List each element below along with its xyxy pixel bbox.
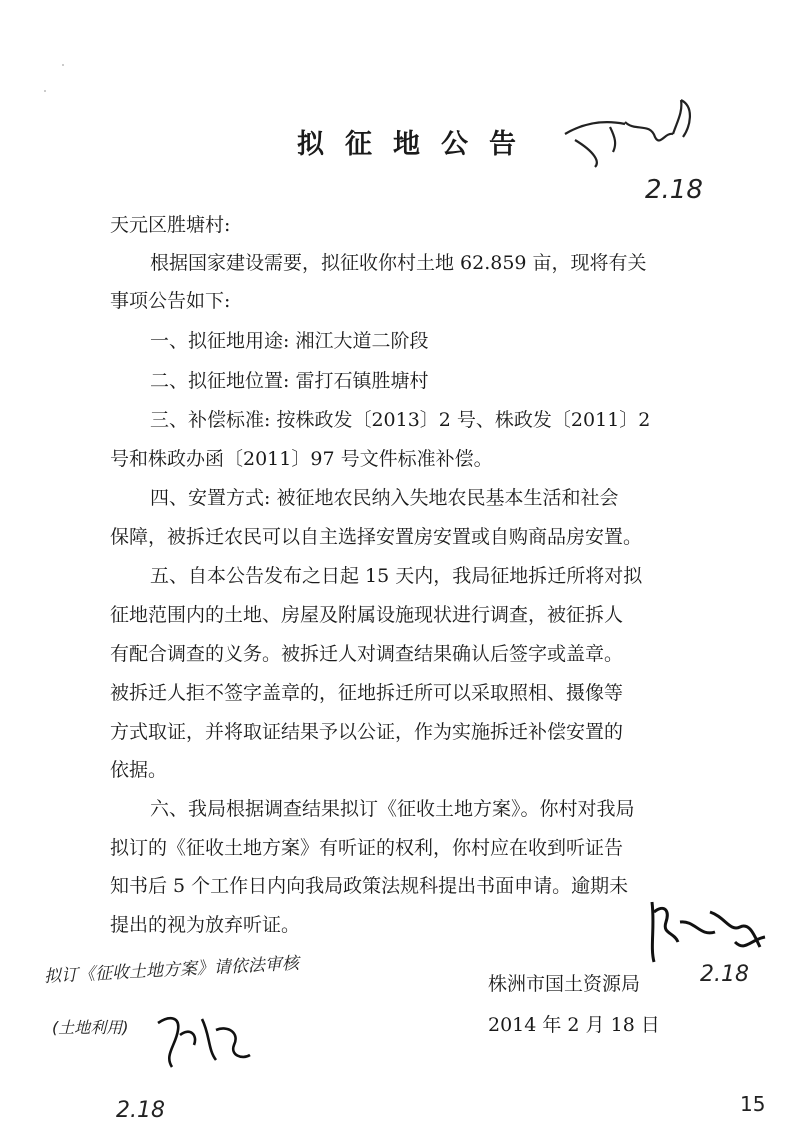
handwritten-note: 拟订《征收土地方案》请依法审核: [43, 953, 300, 987]
signature-left: [150, 1005, 260, 1075]
paragraph-line: 有配合调查的义务。被拆迁人对调查结果确认后签字或盖章。: [110, 643, 624, 665]
paragraph-line: 方式取证，并将取证结果予以公证，作为实施拆迁补偿安置的: [110, 721, 624, 743]
paragraph-line: 二、拟征地位置: 雷打石镇胜塘村: [150, 370, 429, 392]
paragraph-line: 六、我局根据调查结果拟订《征收土地方案》。你村对我局: [150, 798, 635, 820]
paragraph-line: 拟订的《征收土地方案》有听证的权利，你村应在收到听证告: [110, 837, 624, 859]
issuer: 株洲市国土资源局: [488, 973, 641, 995]
signature-date-top: 2.18: [645, 175, 703, 205]
signature-top: [555, 92, 705, 172]
paragraph-line: 依据。: [110, 759, 168, 781]
paragraph-line: 四、安置方式: 被征地农民纳入失地农民基本生活和社会: [150, 487, 619, 509]
paragraph-line: 一、拟征地用途: 湘江大道二阶段: [150, 330, 429, 352]
paragraph-line: 号和株政办函〔2011〕97 号文件标准补偿。: [110, 448, 493, 470]
paragraph-line: 提出的视为放弃听证。: [110, 914, 301, 936]
paragraph-line: 保障，被拆迁农民可以自主选择安置房安置或自购商品房安置。: [110, 526, 643, 548]
page-number: 15: [740, 1092, 766, 1116]
addressee: 天元区胜塘村:: [110, 214, 231, 236]
scan-speck: [44, 90, 46, 92]
paragraph-line: 被拆迁人拒不签字盖章的，征地拆迁所可以采取照相、摄像等: [110, 682, 624, 704]
issue-date: 2014 年 2 月 18 日: [488, 1014, 660, 1036]
paragraph-line: 根据国家建设需要，拟征收你村土地 62.859 亩，现将有关: [150, 252, 647, 274]
paragraph-line: 知书后 5 个工作日内向我局政策法规科提出书面申请。逾期未: [110, 875, 629, 897]
paragraph-line: 三、补偿标准: 按株政发〔2013〕2 号、株政发〔2011〕2: [150, 409, 651, 431]
paragraph-line: 征地范围内的土地、房屋及附属设施现状进行调查，被征拆人: [110, 604, 624, 626]
signature-right: [640, 892, 780, 972]
handwritten-note-line2: (土地利用): [52, 1018, 129, 1037]
paragraph-line: 五、自本公告发布之日起 15 天内，我局征地拆迁所将对拟: [150, 565, 643, 587]
page-title: 拟征地公告: [297, 129, 537, 160]
scan-speck: [62, 64, 64, 66]
bottom-date: 2.18: [116, 1098, 165, 1123]
paragraph-line: 事项公告如下:: [110, 290, 231, 312]
signature-date-right: 2.18: [700, 962, 749, 987]
